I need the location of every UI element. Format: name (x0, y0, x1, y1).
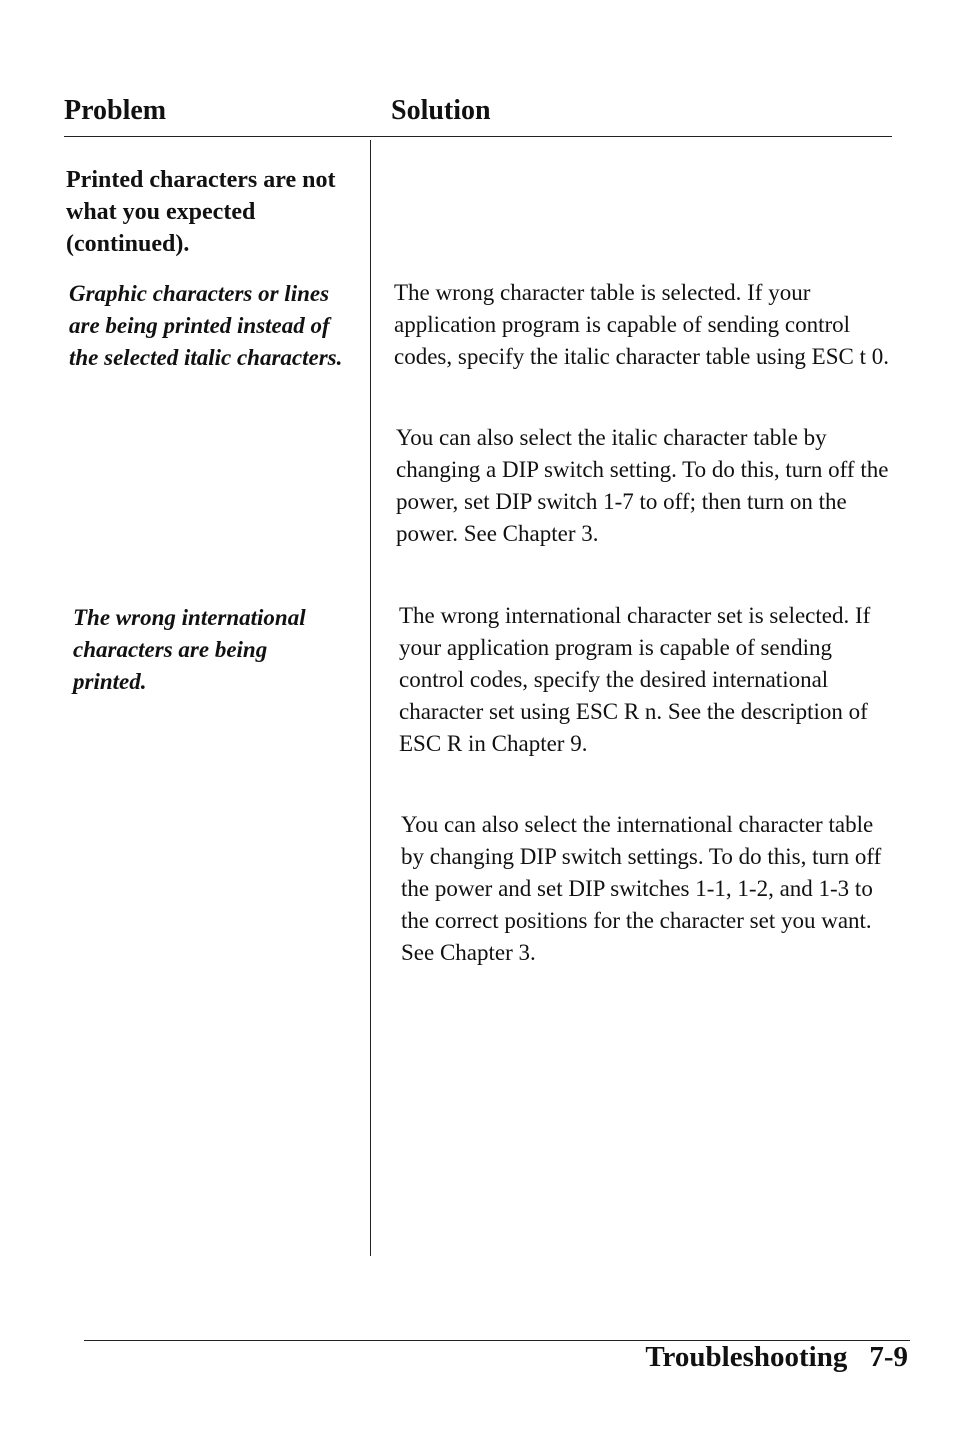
problem-wrong-international-characters: The wrong international characters are being printed. (73, 605, 306, 694)
solution-wrong-character-table: The wrong character table is selected. If your application program is capable of sending control codes, specify the italic character table using ESC t 0. (394, 280, 889, 369)
footer-section-title: Troubleshooting (645, 1341, 848, 1373)
solution-international-character-set: The wrong international character set is selected. If your application program is capable of sending control codes, specify the desired international character set using ESC R n. See the description of ESC R in Chapter 9. (399, 603, 871, 756)
column-divider (370, 140, 371, 1256)
page-number: 7-9 (869, 1341, 908, 1373)
page-footer (645, 1341, 908, 1374)
problem-graphic-characters: Graphic characters or lines are being printed instead of the selected italic characters. (69, 281, 343, 370)
solution-italic-dip-switch: You can also select the italic character table by changing a DIP switch setting. To do this, turn off the power, set DIP switch 1-7 to off; then turn on the power. See Chapter 3. (396, 425, 889, 546)
header-problem: Problem (64, 95, 167, 126)
header-rule (64, 136, 892, 137)
problem-heading: Printed characters are not what you expected (continued). (66, 167, 336, 257)
solution-international-dip-switches: You can also select the international character table by changing DIP switch settings. To do this, turn off the power and set DIP switches 1-1, 1-2, and 1-3 to the correct positions for the character set you want. See Chapter 3. (401, 812, 882, 965)
header-solution: Solution (391, 95, 491, 126)
